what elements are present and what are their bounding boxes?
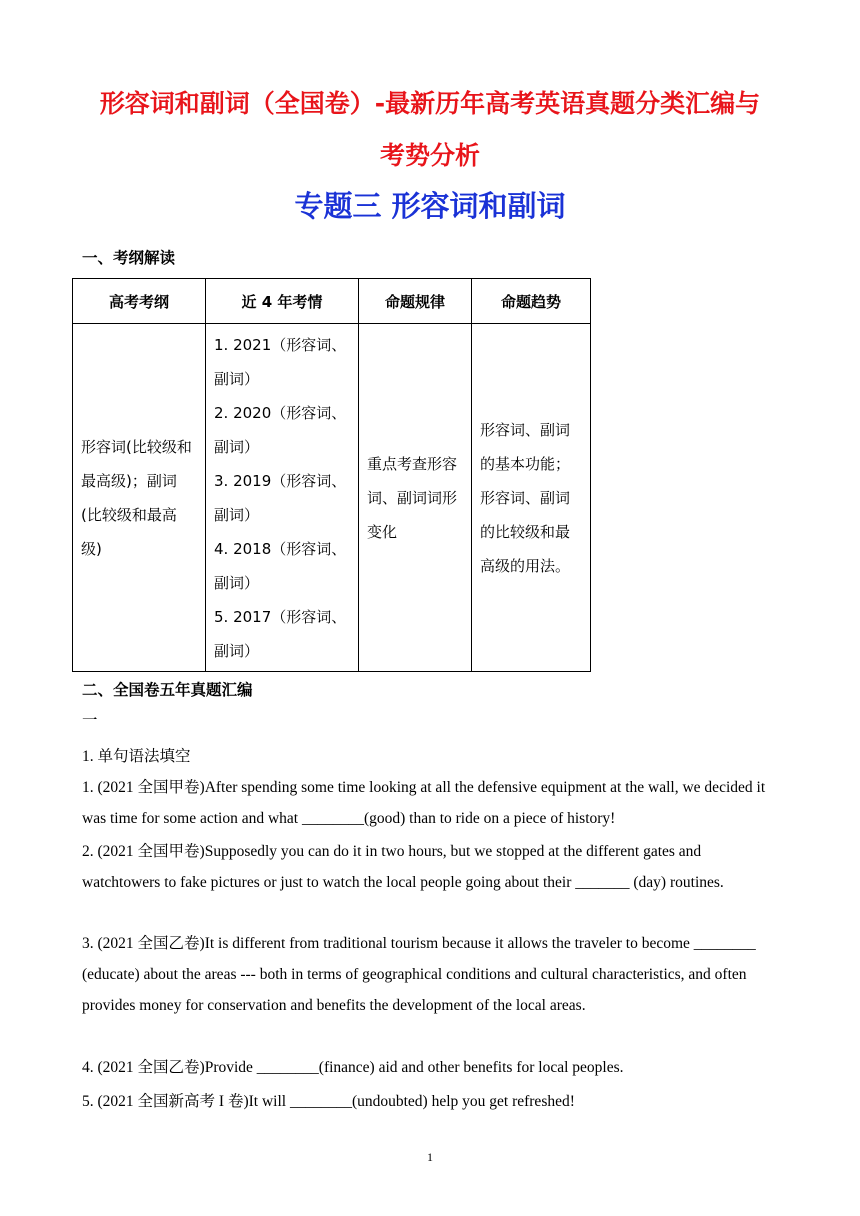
table-cell-years (206, 324, 359, 672)
table-header: 命题趋势 (472, 279, 591, 324)
year-item: 1. 2021（形容词、副词） (214, 335, 347, 388)
question-item: 1. (2021 全国甲卷)After spending some time looking at all the defensive equipment at the wall, we decided it was time for some action and what ________(good) than to ride on a piece of history! (82, 779, 766, 827)
topic-subtitle: 专题三 形容词和副词 (294, 189, 566, 223)
table-cell-outline: 形容词(比较级和最高级)；副词(比较级和最高级) (73, 324, 206, 672)
title-line-2: 考势分析 (379, 141, 480, 170)
table-cell-trend: 形容词、副词的基本功能；形容词、副词的比较级和最高级的用法。 (472, 324, 591, 672)
table-header-row (73, 279, 591, 324)
year-item: 4. 2018（形容词、副词） (214, 539, 347, 592)
year-item: 2. 2020（形容词、副词） (214, 403, 347, 456)
outline-table (72, 278, 591, 672)
question-item: 4. (2021 全国乙卷)Provide ________(finance) aid and other benefits for local peoples. (82, 1059, 624, 1076)
question-item: 3. (2021 全国乙卷)It is different from traditional tourism because it allows the traveler to become ________ (educate) about the areas --- both in terms of geographical conditions and cultural characteristics, and often provides money for conservation and benefits the development of the local areas. (82, 935, 756, 1014)
page-number: 1 (427, 1150, 433, 1164)
year-item: 3. 2019（形容词、副词） (214, 471, 347, 524)
question-group-title: 1. 单句语法填空 (82, 748, 191, 765)
table-row (73, 324, 591, 672)
dash-marker: 一 (82, 712, 98, 729)
year-item: 5. 2017（形容词、副词） (214, 607, 347, 660)
question-item: 2. (2021 全国甲卷)Supposedly you can do it in two hours, but we stopped at the different gates and watchtowers to fake pictures or just to watch the local people going about their _______ (day) routines. (82, 843, 724, 891)
title-line-1: 形容词和副词（全国卷）-最新历年高考英语真题分类汇编与 (99, 89, 761, 118)
section-heading-exams: 二、全国卷五年真题汇编 (82, 681, 253, 699)
question-item: 5. (2021 全国新高考 I 卷)It will ________(undoubted) help you get refreshed! (82, 1093, 575, 1110)
table-cell-pattern: 重点考查形容词、副词词形变化 (359, 324, 472, 672)
section-heading-outline: 一、考纲解读 (82, 249, 176, 267)
table-header: 高考考纲 (73, 279, 206, 324)
table-header: 近 4 年考情 (206, 279, 359, 324)
table-header: 命题规律 (359, 279, 472, 324)
document-title (60, 78, 800, 182)
